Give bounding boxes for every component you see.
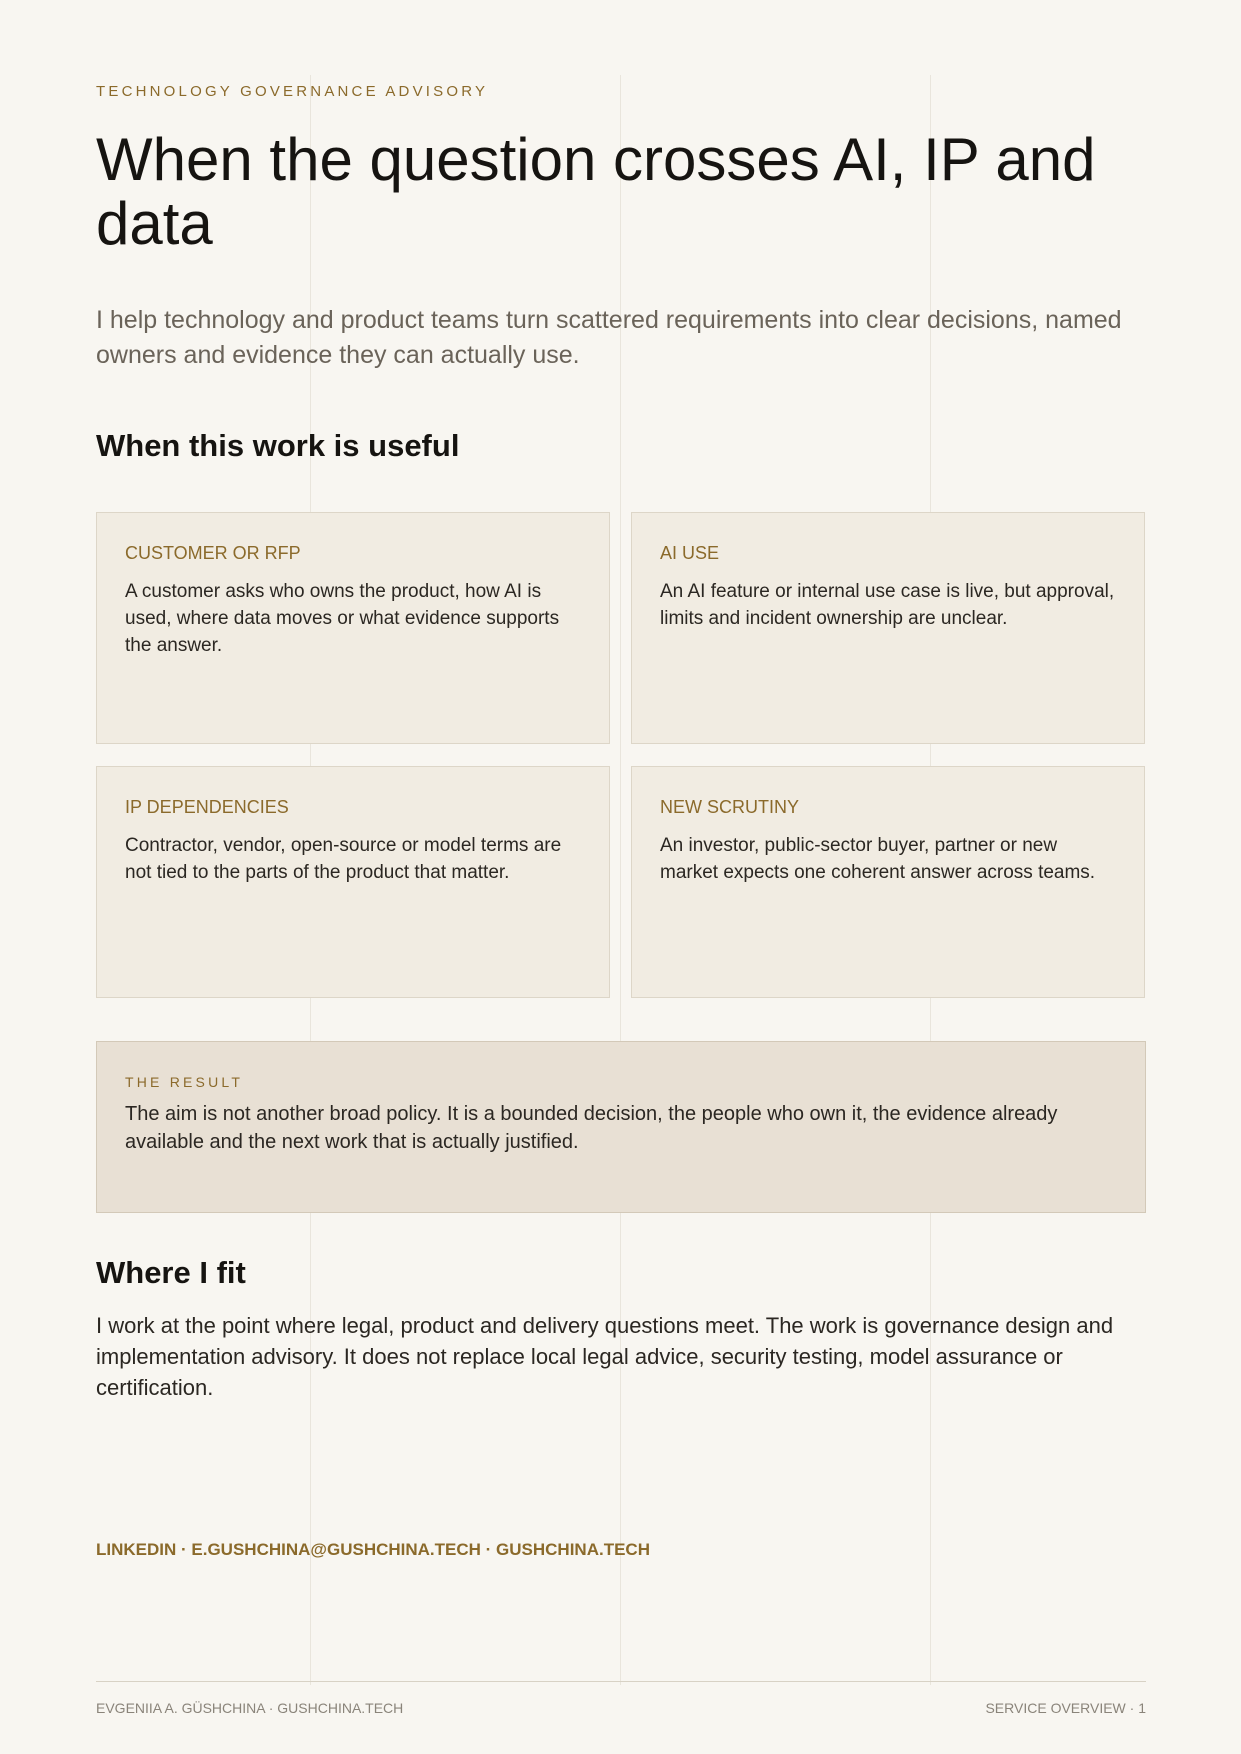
linkedin-link[interactable]: LINKEDIN: [96, 1540, 177, 1559]
footer-page-label: SERVICE OVERVIEW · 1: [985, 1700, 1146, 1716]
email-link[interactable]: E.GUSHCHINA@GUSHCHINA.TECH: [191, 1540, 481, 1559]
card-ai-use: [631, 512, 1145, 744]
contact-line: [96, 1540, 650, 1560]
intro-paragraph: I help technology and product teams turn scattered requirements into clear decisions, named owners and evidence they can actually use.: [96, 306, 1122, 369]
result-text: The aim is not another broad policy. It is a bounded decision, the people who own it, the evidence already available and the next work that is actually justified.: [125, 1103, 1058, 1153]
card-title: AI USE: [660, 543, 720, 563]
section-kicker: TECHNOLOGY GOVERNANCE ADVISORY: [96, 83, 489, 100]
useful-heading: When this work is useful: [96, 428, 460, 463]
separator: ·: [176, 1540, 192, 1559]
card-ip-dependencies: [96, 766, 610, 998]
card-text: A customer asks who owns the product, how AI is used, where data moves or what evidence supports the answer.: [125, 581, 560, 656]
card-customer-or-rfp: [96, 512, 610, 744]
card-new-scrutiny: [631, 766, 1145, 998]
fit-heading: Where I fit: [96, 1255, 246, 1290]
card-title: NEW SCRUTINY: [660, 797, 799, 817]
card-text: An investor, public-sector buyer, partner or new market expects one coherent answer across teams.: [660, 835, 1096, 883]
card-title: CUSTOMER OR RFP: [125, 543, 301, 563]
fit-paragraph: I work at the point where legal, product and delivery questions meet. The work is governance design and implementation advisory. It does not replace local legal advice, security testing, model assurance or certification.: [96, 1313, 1114, 1400]
result-callout: [96, 1041, 1146, 1213]
footer-author: EVGENIIA A. GÜSHCHINA · GUSHCHINA.TECH: [96, 1700, 404, 1716]
page-title: When the question crosses AI, IP and data: [96, 126, 1096, 257]
website-link[interactable]: GUSHCHINA.TECH: [496, 1540, 650, 1559]
card-text: An AI feature or internal use case is live, but approval, limits and incident ownership are unclear.: [660, 581, 1115, 629]
card-title: IP DEPENDENCIES: [125, 797, 289, 817]
footer-divider: [96, 1681, 1146, 1682]
card-text: Contractor, vendor, open-source or model terms are not tied to the parts of the product that matter.: [125, 835, 562, 883]
separator: ·: [480, 1540, 497, 1559]
result-label: THE RESULT: [125, 1074, 244, 1090]
